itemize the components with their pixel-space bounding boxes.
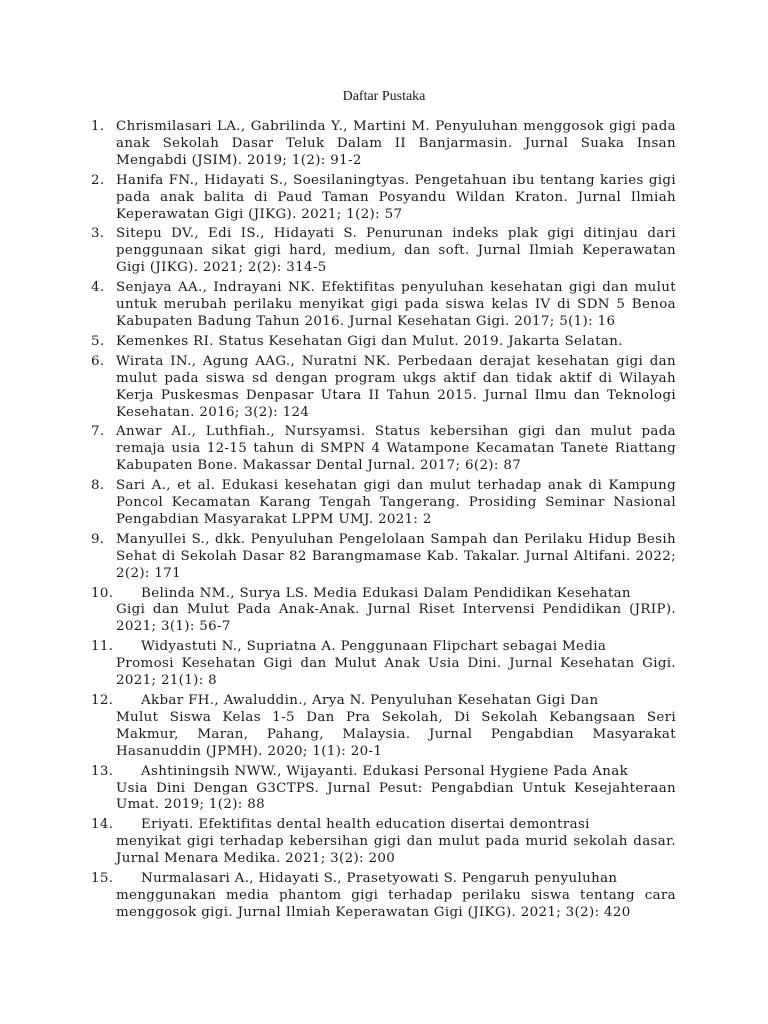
reference-text: Senjaya AA., Indrayani NK. Efektifitas penyuluhan kesehatan gigi dan mulut untuk merubah perilaku menyikat gigi pada siswa kelas IV di SDN 5 Benoa Kabupaten Badung Tahun 2016. Jurnal Kesehatan Gigi. 2017; 5(1): 16	[116, 280, 676, 329]
reference-item	[91, 817, 676, 868]
reference-text: Sari A., et al. Edukasi kesehatan gigi dan mulut terhadap anak di Kampung Poncol Kecamatan Karang Tengah Tangerang. Prosiding Seminar Nasional Pengabdian Masyarakat LPPM UMJ. 2021: 2	[116, 478, 676, 527]
reference-number: 13.	[91, 763, 114, 779]
reference-number: 3.	[91, 226, 105, 242]
reference-text-first-line: Widyastuti N., Supriatna A. Penggunaan Flipchart sebagai Media	[141, 639, 607, 655]
reference-number: 10.	[91, 585, 114, 601]
reference-item	[91, 334, 676, 351]
page-title: Daftar Pustaka	[342, 89, 426, 104]
reference-text-first-line: Ashtiningsih NWW., Wijayanti. Edukasi Personal Hygiene Pada Anak	[141, 763, 629, 779]
reference-item	[91, 226, 676, 277]
reference-text: Manyullei S., dkk. Penyuluhan Pengelolaan Sampah dan Perilaku Hidup Besih Sehat di Sekolah Dasar 82 Barangmamase Kab. Takalar. Jurnal Altifani. 2022; 2(2): 171	[116, 531, 676, 581]
reference-text-first-line: Eriyati. Efektifitas dental health education disertai demontrasi	[141, 817, 590, 833]
reference-number: 8.	[91, 478, 105, 494]
reference-item	[91, 424, 676, 475]
reference-item	[91, 173, 676, 224]
reference-number: 14.	[91, 817, 114, 833]
reference-number: 9.	[91, 531, 105, 547]
reference-number: 11.	[91, 639, 114, 655]
reference-number: 6.	[91, 353, 105, 369]
reference-number: 12.	[91, 693, 114, 708]
reference-number: 4.	[91, 280, 105, 296]
reference-text-continuation: Promosi Kesehatan Gigi dan Mulut Anak Usia Dini. Jurnal Kesehatan Gigi. 2021; 21(1): 8	[116, 656, 676, 689]
reference-text: Anwar AI., Luthfiah., Nursyamsi. Status kebersihan gigi dan mulut pada remaja usia 12-15 tahun di SMPN 4 Watampone Kecamatan Tanete Riattang Kabupaten Bone. Makassar Dental Jurnal. 2017; 6(2): 87	[116, 424, 676, 474]
reference-number: 15.	[91, 871, 114, 887]
reference-item	[91, 586, 676, 637]
reference-item	[91, 639, 676, 690]
reference-item	[91, 119, 676, 170]
reference-item	[91, 764, 676, 815]
reference-text-continuation: menggunakan media phantom gigi terhadap perilaku siswa tentang cara menggosok gigi. Jurnal Ilmiah Keperawatan Gigi (JIKG). 2021; 3(2): 420	[116, 887, 676, 920]
reference-text-continuation: Mulut Siswa Kelas 1-5 Dan Pra Sekolah, Di Sekolah Kebangsaan Seri Makmur, Maran, Pahang, Malaysia. Jurnal Pengabdian Masyarakat Hasanuddin (JPMH). 2020; 1(1): 20-1	[116, 709, 676, 759]
reference-text: Sitepu DV., Edi IS., Hidayati S. Penurunan indeks plak gigi ditinjau dari penggunaan sikat gigi hard, medium, dan soft. Jurnal Ilmiah Keperawatan Gigi (JIKG). 2021; 2(2): 314-5	[116, 226, 676, 276]
reference-text: Kemenkes RI. Status Kesehatan Gigi dan Mulut. 2019. Jakarta Selatan.	[116, 333, 623, 349]
reference-text-continuation: Gigi dan Mulut Pada Anak-Anak. Jurnal Riset Intervensi Pendidikan (JRIP). 2021; 3(1): 56-7	[116, 602, 676, 635]
reference-item	[91, 693, 676, 761]
reference-number: 7.	[91, 424, 105, 440]
reference-item	[91, 478, 676, 529]
reference-text-first-line: Nurmalasari A., Hidayati S., Prasetyowati S. Pengaruh penyuluhan	[141, 871, 618, 887]
reference-item	[91, 532, 676, 583]
reference-text-first-line: Belinda NM., Surya LS. Media Edukasi Dalam Pendidikan Kesehatan	[141, 585, 631, 601]
reference-text-first-line: Akbar FH., Awaluddin., Arya N. Penyuluhan Kesehatan Gigi Dan	[141, 693, 599, 708]
reference-item	[91, 871, 676, 922]
reference-text-continuation: Usia Dini Dengan G3CTPS. Jurnal Pesut: Pengabdian Untuk Kesejahteraan Umat. 2019; 1(2): 88	[116, 780, 676, 813]
reference-text: Chrismilasari LA., Gabrilinda Y., Martini M. Penyuluhan menggosok gigi pada anak Sekolah Dasar Teluk Dalam II Banjarmasin. Jurnal Suaka Insan Mengabdi (JSIM). 2019; 1(2): 91-2	[116, 119, 676, 168]
reference-item	[91, 280, 676, 331]
reference-list	[91, 119, 676, 925]
reference-text-continuation: menyikat gigi terhadap kebersihan gigi dan mulut pada murid sekolah dasar. Jurnal Menara Medika. 2021; 3(2): 200	[116, 834, 676, 867]
reference-item	[91, 354, 676, 422]
reference-number: 1.	[91, 119, 105, 134]
reference-number: 5.	[91, 333, 105, 349]
reference-number: 2.	[91, 172, 105, 188]
reference-text: Wirata IN., Agung AAG., Nuratni NK. Perbedaan derajat kesehatan gigi dan mulut pada siswa sd dengan program ukgs aktif dan tidak aktif di Wilayah Kerja Puskesmas Denpasar Utara II Tahun 2015. Jurnal Ilmu dan Teknologi Kesehatan. 2016; 3(2): 124	[116, 353, 676, 420]
reference-text: Hanifa FN., Hidayati S., Soesilaningtyas. Pengetahuan ibu tentang karies gigi pada anak balita di Paud Taman Posyandu Wildan Kraton. Jurnal Ilmiah Keperawatan Gigi (JIKG). 2021; 1(2): 57	[116, 172, 676, 222]
